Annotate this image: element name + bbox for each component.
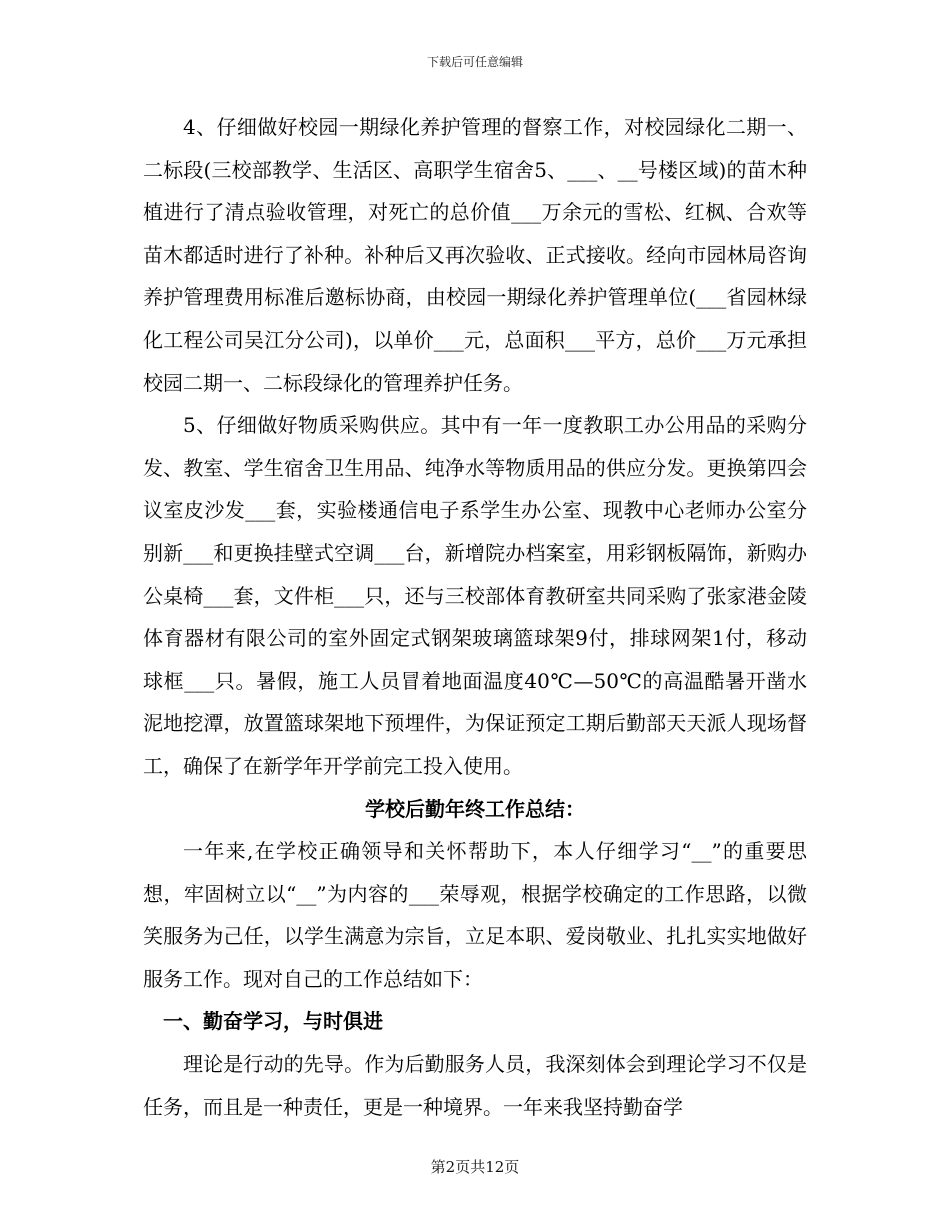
section-title: 学校后勤年终工作总结： xyxy=(365,796,585,821)
header-note: 下载后可任意编辑 xyxy=(426,55,523,69)
paragraph-theory: 理论是行动的先导。作为后勤服务人员，我深刻体会到理论学习不仅是任务，而且是一种责任，更是一种境界。一年来我坚持勤奋学 xyxy=(143,1052,807,1119)
paragraph-greening-maintenance: 4、仔细做好校园一期绿化养护管理的督察工作，对校园绿化二期一、二标段(三校部教学、生活区、高职学生宿舍5、___、__号楼区域)的苗木种植进行了清点验收管理，对死亡的总价值___万余元的雪松、红枫、合欢等苗木都适时进行了补种。补种后又再次验收、正式接收。经向市园林局咨询养护管理费用标准后邀标协商，由校园一期绿化养护管理单位(___省园林绿化工程公司吴江分公司)，以单价___元，总面积___平方，总价___万元承担校园二期一、二标段绿化的管理养护任务。 xyxy=(143,115,807,395)
paragraph-material-procurement: 5、仔细做好物质采购供应。其中有一年一度教职工办公用品的采购分发、教室、学生宿舍卫生用品、纯净水等物质用品的供应分发。更换第四会议室皮沙发___套，实验楼通信电子系学生办公室、现教中心老师办公室分别新___和更换挂壁式空调___台，新增院办档案室，用彩钢板隔饰，新购办公桌椅___套，文件柜___只，还与三校部体育教研室共同采购了张家港金陵体育器材有限公司的室外固定式钢架玻璃篮球架9付，排球网架1付，移动球框___只。暑假，施工人员冒着地面温度40℃—50℃的高温酷暑开凿水泥地挖潭，放置篮球架地下预埋件，为保证预定工期后勤部天天派人现场督工，确保了在新学年开学前完工投入使用。 xyxy=(143,413,807,778)
subheading-study: 一、勤奋学习，与时俱进 xyxy=(163,1009,383,1034)
document-body xyxy=(143,106,807,1128)
page-number: 第2页共12页 xyxy=(430,1158,520,1176)
paragraph-summary-intro: 一年来,在学校正确领导和关怀帮助下，本人仔细学习“__”的重要思想，牢固树立以“__”为内容的___荣辱观，根据学校确定的工作思路，以微笑服务为己任，以学生满意为宗旨，立足本职、爱岗敬业、扎扎实实地做好服务工作。现对自己的工作总结如下： xyxy=(143,839,807,991)
